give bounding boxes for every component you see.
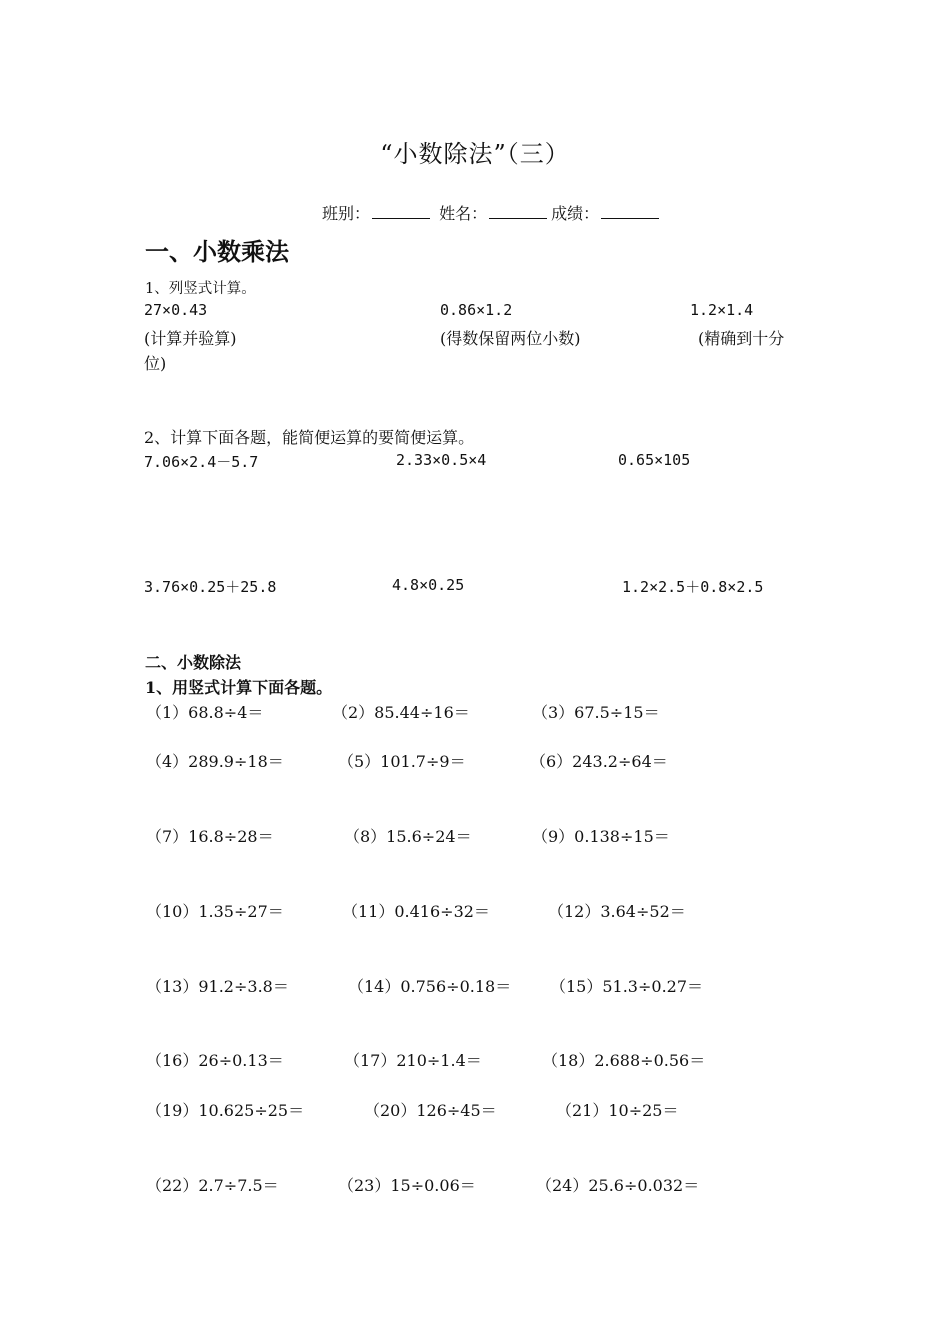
problem-20: （20）126÷45＝ [364,1101,497,1120]
problem-11: （11）0.416÷32＝ [342,902,490,921]
problem-5: （5）101.7÷9＝ [338,752,466,771]
problem-12: （12）3.64÷52＝ [548,902,686,921]
class-label: 班别： [322,204,371,223]
vertical-calc-note-2: (得数保留两位小数) [440,329,581,348]
problem-3: （3）67.5÷15＝ [532,703,660,722]
problem-24: （24）25.6÷0.032＝ [536,1176,700,1195]
problem-9: （9）0.138÷15＝ [532,827,670,846]
vertical-calc-expr-2: 0.86×1.2 [440,301,513,319]
problem-23: （23）15÷0.06＝ [338,1176,476,1195]
student-info-line [322,201,663,224]
problem-6: （6）243.2÷64＝ [530,752,668,771]
problem-4: （4）289.9÷18＝ [146,752,284,771]
section1-q2-label: 2、计算下面各题，能简便运算的要简便运算。 [144,428,475,447]
name-label: 姓名： [439,204,488,223]
problem-17: （17）210÷1.4＝ [344,1051,482,1070]
score-label: 成绩： [551,204,600,223]
vertical-calc-note-3-cont: 位) [144,354,167,373]
section1-q1-label: 1、列竖式计算。 [145,281,256,297]
section2-heading: 二、小数除法 [145,653,242,672]
problem-10: （10）1.35÷27＝ [146,902,284,921]
section2-q1-label: 1、用竖式计算下面各题。 [145,678,333,697]
problem-22: （22）2.7÷7.5＝ [146,1176,279,1195]
vertical-calc-note-3: (精确到十分 [698,329,785,348]
score-blank[interactable] [601,204,659,219]
problem-19: （19）10.625÷25＝ [146,1101,305,1120]
problem-1: （1）68.8÷4＝ [146,703,264,722]
vertical-calc-expr-1: 27×0.43 [144,301,208,319]
simplify-expr-2: 2.33×0.5×4 [396,451,487,469]
problem-8: （8）15.6÷24＝ [344,827,472,846]
problem-14: （14）0.756÷0.18＝ [348,977,512,996]
vertical-calc-note-1: (计算并验算) [144,329,237,348]
problem-13: （13）91.2÷3.8＝ [146,977,289,996]
vertical-calc-expr-3: 1.2×1.4 [690,301,754,319]
page-title: “小数除法”（三） [380,140,570,168]
section1-heading: 一、小数乘法 [145,237,289,266]
simplify-expr-1: 7.06×2.4－5.7 [144,453,259,471]
simplify-expr-6: 1.2×2.5＋0.8×2.5 [622,578,764,596]
problem-7: （7）16.8÷28＝ [146,827,274,846]
problem-16: （16）26÷0.13＝ [146,1051,284,1070]
problem-2: （2）85.44÷16＝ [332,703,470,722]
problem-21: （21）10÷25＝ [556,1101,679,1120]
simplify-expr-3: 0.65×105 [618,451,691,469]
class-blank[interactable] [372,204,430,219]
problem-15: （15）51.3÷0.27＝ [550,977,704,996]
simplify-expr-5: 4.8×0.25 [392,576,465,594]
problem-18: （18）2.688÷0.56＝ [542,1051,706,1070]
name-blank[interactable] [489,204,547,219]
simplify-expr-4: 3.76×0.25＋25.8 [144,578,277,596]
